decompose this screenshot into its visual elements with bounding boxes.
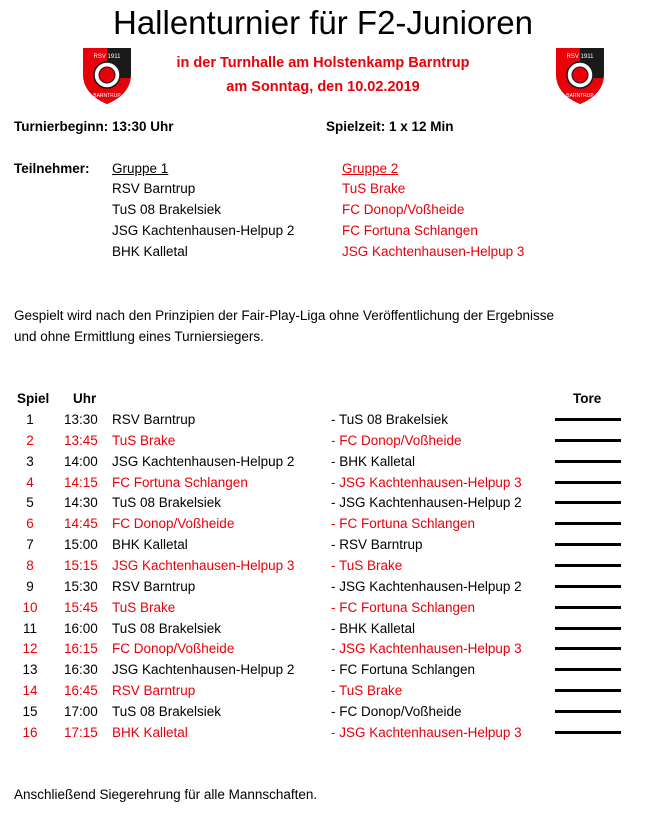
score-entry-line	[555, 731, 621, 734]
table-row	[0, 701, 646, 722]
group2-team: FC Fortuna Schlangen	[342, 223, 478, 238]
away-team: - TuS 08 Brakelsiek	[331, 412, 449, 427]
score-entry-line	[555, 689, 621, 692]
score-entry-line	[555, 668, 621, 671]
club-logo-left-icon	[79, 44, 135, 106]
game-time: 15:45	[64, 599, 98, 615]
rules-text	[14, 305, 634, 347]
table-row	[0, 722, 646, 743]
game-number: 16	[22, 724, 38, 740]
home-team: JSG Kachtenhausen-Helpup 2	[112, 662, 295, 678]
closing-note: Anschließend Siegerehrung für alle Mannschaften.	[14, 787, 318, 802]
svg-text:RSV 1911: RSV 1911	[566, 54, 594, 60]
table-row	[0, 618, 646, 639]
game-number: 10	[22, 599, 38, 615]
col-header-time: Uhr	[73, 391, 97, 406]
score-entry-line	[555, 710, 621, 713]
game-number: 5	[26, 495, 34, 511]
away-team: - JSG Kachtenhausen-Helpup 3	[331, 641, 522, 657]
game-number: 9	[26, 578, 34, 594]
score-entry-line	[555, 606, 621, 609]
game-time: 16:45	[64, 683, 98, 699]
away-team: - BHK Kalletal	[331, 620, 416, 636]
game-number: 14	[22, 683, 38, 699]
svg-text:BARNTRUP: BARNTRUP	[93, 93, 121, 99]
table-row	[0, 659, 646, 680]
away-team: - FC Fortuna Schlangen	[331, 516, 476, 532]
home-team: BHK Kalletal	[112, 537, 188, 553]
game-time: 15:00	[64, 537, 98, 553]
group2-heading: Gruppe 2	[342, 161, 399, 176]
away-team: - FC Fortuna Schlangen	[331, 662, 476, 678]
col-header-game: Spiel	[17, 391, 50, 406]
home-team: FC Fortuna Schlangen	[112, 474, 248, 490]
game-time: 17:15	[64, 724, 98, 740]
group1-team: JSG Kachtenhausen-Helpup 2	[112, 223, 295, 238]
score-entry-line	[555, 647, 621, 650]
game-time: 15:30	[64, 578, 98, 594]
away-team: - JSG Kachtenhausen-Helpup 3	[331, 474, 522, 490]
score-entry-line	[555, 627, 621, 630]
score-entry-line	[555, 481, 621, 484]
game-time: 17:00	[64, 703, 98, 719]
group1-team: RSV Barntrup	[112, 181, 196, 196]
group1-heading: Gruppe 1	[112, 161, 169, 176]
group1-team: BHK Kalletal	[112, 244, 188, 259]
game-number: 12	[22, 641, 38, 657]
game-time: 16:30	[64, 662, 98, 678]
game-time: 14:00	[64, 453, 98, 469]
page-title: Hallenturnier für F2-Junioren	[112, 4, 534, 41]
away-team: - JSG Kachtenhausen-Helpup 2	[331, 578, 522, 594]
club-logo-right-icon	[552, 44, 608, 106]
game-number: 2	[26, 432, 34, 448]
table-row	[0, 576, 646, 597]
table-row	[0, 451, 646, 472]
score-entry-line	[555, 501, 621, 504]
game-number: 13	[22, 662, 38, 678]
score-entry-line	[555, 543, 621, 546]
home-team: TuS 08 Brakelsiek	[112, 703, 222, 719]
group2-team: TuS Brake	[342, 181, 406, 196]
game-time: 16:15	[64, 641, 98, 657]
away-team: - BHK Kalletal	[331, 453, 416, 469]
score-entry-line	[555, 418, 621, 421]
home-team: TuS Brake	[112, 599, 176, 615]
away-team: - JSG Kachtenhausen-Helpup 3	[331, 724, 522, 740]
home-team: RSV Barntrup	[112, 412, 196, 427]
game-number: 3	[26, 453, 34, 469]
home-team: RSV Barntrup	[112, 683, 196, 699]
home-team: JSG Kachtenhausen-Helpup 2	[112, 453, 295, 469]
table-row	[0, 597, 646, 618]
game-time: 14:15	[64, 474, 98, 490]
group2-team: FC Donop/Voßheide	[342, 202, 465, 217]
rules-line: und ohne Ermittlung eines Turniersiegers.	[14, 329, 264, 344]
score-entry-line	[555, 522, 621, 525]
score-entry-line	[555, 439, 621, 442]
table-row	[0, 409, 646, 430]
game-time: 13:30	[64, 412, 98, 427]
away-team: - FC Donop/Voßheide	[331, 703, 462, 719]
game-number: 11	[22, 620, 37, 636]
game-number: 4	[26, 474, 34, 490]
svg-text:RSV 1911: RSV 1911	[93, 54, 121, 60]
table-row	[0, 430, 646, 451]
home-team: JSG Kachtenhausen-Helpup 3	[112, 557, 295, 573]
svg-text:BARNTRUP: BARNTRUP	[566, 93, 594, 99]
away-team: - JSG Kachtenhausen-Helpup 2	[331, 495, 522, 511]
game-time: 16:00	[64, 620, 98, 636]
group1-team: TuS 08 Brakelsiek	[112, 202, 222, 217]
game-number: 15	[22, 703, 38, 719]
table-row	[0, 555, 646, 576]
game-duration: Spielzeit: 1 x 12 Min	[326, 119, 454, 134]
game-number: 6	[26, 516, 34, 532]
home-team: FC Donop/Voßheide	[112, 641, 235, 657]
game-number: 1	[26, 412, 34, 427]
away-team: - FC Donop/Voßheide	[331, 432, 462, 448]
home-team: BHK Kalletal	[112, 724, 188, 740]
game-number: 7	[26, 537, 34, 553]
home-team: TuS 08 Brakelsiek	[112, 620, 222, 636]
score-entry-line	[555, 460, 621, 463]
venue-line: in der Turnhalle am Holstenkamp Barntrup	[176, 55, 470, 71]
game-time: 13:45	[64, 432, 98, 448]
group2-team: JSG Kachtenhausen-Helpup 3	[342, 244, 525, 259]
participants-label: Teilnehmer:	[14, 161, 90, 176]
home-team: FC Donop/Voßheide	[112, 516, 235, 532]
away-team: - TuS Brake	[331, 683, 403, 699]
date-line: am Sonntag, den 10.02.2019	[226, 79, 420, 95]
score-entry-line	[555, 564, 621, 567]
home-team: TuS 08 Brakelsiek	[112, 495, 222, 511]
home-team: RSV Barntrup	[112, 578, 196, 594]
game-time: 15:15	[64, 557, 98, 573]
game-time: 14:45	[64, 516, 98, 532]
away-team: - TuS Brake	[331, 557, 403, 573]
table-row	[0, 638, 646, 659]
table-row	[0, 492, 646, 513]
game-number: 8	[26, 557, 34, 573]
away-team: - FC Fortuna Schlangen	[331, 599, 476, 615]
table-row	[0, 472, 646, 493]
col-header-goals: Tore	[573, 391, 602, 406]
table-row	[0, 513, 646, 534]
tournament-start: Turnierbeginn: 13:30 Uhr	[14, 119, 174, 134]
score-entry-line	[555, 585, 621, 588]
home-team: TuS Brake	[112, 432, 176, 448]
away-team: - RSV Barntrup	[331, 537, 423, 553]
table-row	[0, 680, 646, 701]
table-row	[0, 534, 646, 555]
rules-line: Gespielt wird nach den Prinzipien der Fair-Play-Liga ohne Veröffentlichung der Ergebnisse	[14, 308, 555, 323]
game-time: 14:30	[64, 495, 98, 511]
